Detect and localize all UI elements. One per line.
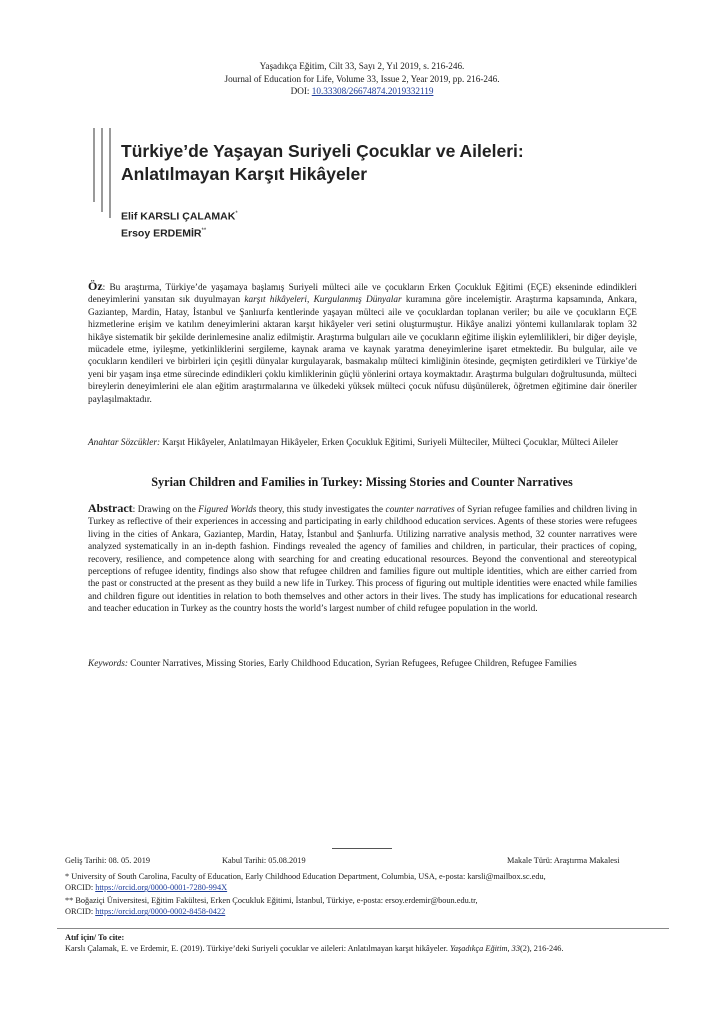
footnote-2-orcid [65,906,665,917]
abstract-tr-part1: : Bu araştırma, Türkiye’de yaşamaya başlamış Suriyeli mülteci aile ve çocukların Erken Çocukluk Eğitimi (EÇE) ekseninde edindikleri deneyimlerini yansıtan sık duyulmayan [88,283,637,306]
abstract-en [88,502,637,616]
citation-journal: Yaşadıkça Eğitim [449,944,508,954]
abstract-en-part1: : Drawing on the [132,505,199,515]
footnote-separator [332,848,392,849]
citation-text [65,943,665,954]
abstract-tr-italic2: Kurgulanmış Dünyalar [313,295,402,306]
author-1 [121,207,238,224]
keywords-tr-label: Anahtar Sözcükler: [88,438,161,448]
doi-link[interactable]: 10.33308/26674874.2019332119 [311,86,434,96]
citation-volume: , 33 [507,944,520,954]
footnote-1-text: University of South Carolina, Faculty of Education, Early Childhood Education Department, Columbia, USA, e-posta: karsli@mailbox.sc.edu, [69,872,546,881]
journal-line-tr: Yaşadıkça Eğitim, Cilt 33, Sayı 2, Yıl 2019, s. 216-246. [259,61,465,71]
keywords-en [88,658,637,670]
abstract-en-lead: Abstract [88,501,133,515]
abstract-tr-part2: , [306,295,314,306]
abstract-en-part2: theory, this study investigates the [256,505,386,515]
keywords-en-text: Counter Narratives, Missing Stories, Early Childhood Education, Syrian Refugees, Refugee Children, Refugee Families [127,659,577,669]
journal-header [0,60,724,98]
footnote-1-affiliation [65,871,665,882]
title-line-2: Anlatılmayan Karşıt Hikâyeler [121,164,368,184]
doi-label: DOI: [290,86,312,96]
abstract-tr-lead: Öz [88,279,103,293]
footnote-1-orcid [65,882,665,893]
received-date: Geliş Tarihi: 08. 05. 2019 [65,856,150,865]
footnote-2-affiliation [65,895,665,906]
footnote-1-orcid-label: ORCID: [65,883,96,893]
accepted-date: Kabul Tarihi: 05.08.2019 [222,856,306,865]
keywords-tr-text: Karşıt Hikâyeler, Anlatılmayan Hikâyeler, Erken Çocukluk Eğitimi, Suriyeli Mülteciler, Mülteci Çocuklar, Mülteci Aileler [160,438,619,448]
author-2-name: Ersoy ERDEMİR [121,227,202,239]
footnote-2-orcid-link[interactable]: https://orcid.org/0000-0002-8458-0422 [95,907,226,917]
decor-bar-1 [93,128,95,202]
abstract-en-italic1: Figured Worlds [198,505,257,515]
journal-line-en: Journal of Education for Life, Volume 33, Issue 2, Year 2019, pp. 216-246. [224,73,500,84]
abstract-tr-italic1: karşıt hikâyeleri [244,295,307,306]
footnote-1-mark: * [65,872,70,881]
footnote-author-2 [65,895,665,917]
author-1-mark: * [235,211,238,217]
citation-rest: (2), 216-246. [519,944,564,954]
abstract-tr-part3: kuramına göre incelemiştir. Araştırma kapsamında, Ankara, Gaziantep, Mardin, Hatay, İstanbul ve Şanlıurfa kentlerinde yaşayan mülteci aile ve çocuklardan toplanan veriler; bu aile ve çocukların EÇE hizmetlerine erişim ve katılım deneyimlerini aktaran karşıt hikâyeler veri setini oluşturmuştur. Hikâye analizi yöntemi kullanılarak toplam 32 hikâye sistematik bir şekilde derinlemesine analiz edilmiştir. Araştırma bulguları aile ve çocukların eğitime ilişkin eylemlilikleri, bir diğer deyişle, mücadele etme, iyileşme, yetkinliklerini sergileme, kaynak arama ve kaynak yaratma deneyimlerine işaret etmektedir. Bu bulgular, aile ve çocukların kendileri ve birbirleri için çeşitli dünyalar kurgulayarak, basmakalıp mülteci kimliğinin ötesinde, geçmişten getirdikleri ve Türkiye’de yeni bir yaşam inşa etme sürecinde edindikleri çoklu kimliklerinin güçlü yönlerini ortaya koymaktadır. Araştırma bulguları doğrultusunda, mülteci bireylerin deneyimlerini ele alan eğitim araştırmalarına ve ülkedeki yüksek mülteci çocuk nüfusu düşünülerek, öğretmen eğitimine dair öneriler paylaşılmaktadır. [88,295,637,405]
article-title-tr [121,140,561,186]
decor-bar-2 [101,128,103,212]
article-type: Makale Türü: Araştırma Makalesi [507,856,620,865]
citation-rule [57,928,669,929]
footnote-author-1 [65,871,665,893]
footnote-2-text: Boğaziçi Üniversitesi, Eğitim Fakültesi, Erken Çocukluk Eğitimi, İstanbul, Türkiye, e-posta: ersoy.erdemir@boun.edu.tr, [73,896,478,905]
footnote-2-orcid-label: ORCID: [65,907,96,917]
doi-line [0,85,724,98]
author-2-mark: ** [201,227,207,234]
title-line-1: Türkiye’de Yaşayan Suriyeli Çocuklar ve Aileleri: [121,141,524,161]
citation-body: Karslı Çalamak, E. ve Erdemir, E. (2019). Türkiye’deki Suriyeli çocuklar ve aileleri: Anlatılmayan karşıt hikâyeler. [65,944,450,954]
author-list [121,207,238,240]
abstract-en-part3: of Syrian refugee families and children living in Turkey as reflective of their experiences in accessing and participating in early childhood education services. Agents of these stories were refugees living in the cities of Ankara, Gaziantep, Mardin, Hatay, İstanbul and Şanlıurfa. Utilizing narrative analysis method, 32 counter narratives were analyzed systematically in an in-depth fashion. Findings revealed the agency of families and children, in particular, their practices of coping, recovery, resilience, and competence along with searching for and creating educational resources. Beyond the conventional and stereotypical perceptions of refugee identity, findings also show that refugee children and families figure out multiple identities, which are either carried from the past or constructed at the present as they build a new life in Turkey. This process of figuring out multiple identities were enacted while families and children figure out identities in relation to both themselves and other actors in their lives. The study has implications for educational research and teacher education in Turkey as the country hosts the world’s largest number of child refugee population in the world. [88,505,637,615]
author-2 [121,224,238,241]
keywords-en-label: Keywords: [88,659,128,669]
keywords-tr [88,437,637,449]
abstract-tr [88,280,637,406]
article-title-en: Syrian Children and Families in Turkey: Missing Stories and Counter Narratives [151,475,573,489]
footnote-2-mark: ** [65,896,74,905]
abstract-en-italic2: counter narratives [385,505,455,515]
citation-block [65,932,665,954]
footnote-1-orcid-link[interactable]: https://orcid.org/0000-0001-7280-994X [95,883,228,893]
citation-label: Atıf için/ To cite: [65,933,125,942]
author-1-name: Elif KARSLI ÇALAMAK [121,210,236,223]
decor-bar-3 [109,128,111,218]
